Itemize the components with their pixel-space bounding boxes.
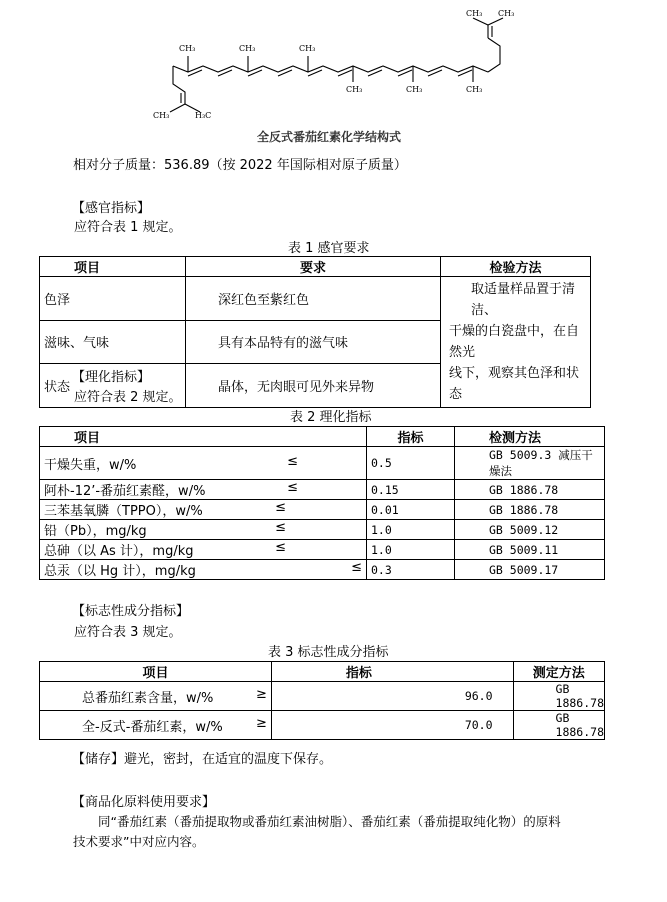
table2-title: 表 2 理化指标 (290, 410, 372, 425)
methyl-label: CH₃ (498, 9, 515, 18)
method-line: 线下，观察其色泽和状态 (449, 366, 580, 402)
row-operator: ≤ (287, 453, 298, 469)
row-value: 0.01 (367, 500, 455, 520)
row-operator: ≤ (275, 540, 286, 555)
row-operator: ≤ (275, 500, 286, 515)
row-item: 全-反式-番茄红素，w/% (82, 719, 223, 735)
row-operator: ≥ (255, 715, 267, 731)
storage-text: 【储存】避光，密封，在适宜的温度下保存。 (72, 752, 333, 767)
methyl-label: H₃C (195, 111, 212, 120)
sensory-heading: 【感官指标】 (72, 201, 151, 216)
row-item: 状态 (40, 364, 186, 408)
header-item: 项目 (40, 662, 272, 682)
commercial-heading: 【商品化原料使用要求】 (72, 795, 216, 810)
row-method: GB 5009.3 减压干燥法 (455, 447, 605, 480)
methyl-label: CH₃ (299, 44, 316, 53)
method-line: 取适量样品置于清洁、 (471, 282, 576, 318)
row-operator: ≥ (255, 686, 267, 702)
row-item: 阿朴-12’-番茄红素醛，w/% (44, 484, 206, 499)
row-method: GB 1886.78 (455, 480, 605, 500)
table-header-row (40, 257, 591, 277)
structure-caption: 全反式番茄红素化学结构式 (257, 130, 402, 144)
row-operator: ≤ (351, 560, 362, 575)
header-value: 指标 (367, 427, 455, 447)
table1-title: 表 1 感官要求 (288, 241, 370, 256)
table-header-row (40, 427, 605, 447)
methyl-label: CH₃ (239, 44, 256, 53)
row-method: GB 1886.78 (513, 682, 604, 711)
methyl-label: CH₃ (346, 85, 363, 94)
row-item: 色泽 (40, 277, 186, 321)
physchem-note: 应符合表 2 规定。 (74, 390, 182, 405)
physchem-heading: 【理化指标】 (72, 370, 151, 385)
methyl-label: CH₃ (179, 44, 196, 53)
row-method: GB 1886.78 (455, 500, 605, 520)
methyl-label: CH₃ (466, 9, 483, 18)
table-row (40, 447, 605, 480)
row-value: 1.0 (367, 520, 455, 540)
table-row (40, 480, 605, 500)
header-item: 项目 (40, 427, 367, 447)
table-row (40, 520, 605, 540)
table-row (40, 682, 605, 711)
row-requirement: 具有本品特有的滋气味 (186, 320, 441, 364)
row-requirement: 深红色至紫红色 (186, 277, 441, 321)
row-operator: ≤ (275, 520, 286, 535)
signature-table (39, 661, 605, 740)
header-requirement: 要求 (186, 257, 441, 277)
row-method: GB 5009.17 (455, 560, 605, 580)
methyl-label: CH₃ (406, 85, 423, 94)
row-operator: ≤ (287, 480, 298, 495)
row-item: 滋味、气味 (40, 320, 186, 364)
lycopene-structure-diagram (148, 6, 528, 124)
commercial-line1: 同“番茄红素（番茄提取物或番茄红素油树脂）、番茄红素（番茄提取纯化物）的原料 (98, 814, 561, 829)
physchem-table (39, 426, 605, 580)
row-item: 总砷（以 As 计），mg/kg (44, 544, 194, 559)
row-value: 0.15 (367, 480, 455, 500)
header-method: 检验方法 (441, 257, 591, 277)
row-value: 0.3 (367, 560, 455, 580)
sensory-note: 应符合表 1 规定。 (74, 220, 182, 235)
row-value: 1.0 (367, 540, 455, 560)
row-item: 总番茄红素含量，w/% (82, 690, 214, 706)
header-value: 指标 (271, 662, 513, 682)
signature-note: 应符合表 3 规定。 (74, 625, 182, 640)
row-item: 干燥失重，w/% (44, 457, 137, 473)
method-line: 干燥的白瓷盘中，在自然光 (449, 324, 580, 360)
row-method: GB 5009.12 (455, 520, 605, 540)
signature-heading: 【标志性成分指标】 (72, 604, 190, 619)
methyl-label: CH₃ (153, 111, 170, 120)
row-item: 三苯基氧膦（TPPO），w/% (44, 504, 203, 519)
table-row (40, 277, 591, 321)
header-method: 检测方法 (455, 427, 605, 447)
row-value: 96.0 (271, 682, 513, 711)
row-method: GB 5009.11 (455, 540, 605, 560)
commercial-line2: 技术要求”中对应内容。 (73, 834, 205, 849)
row-method: GB 1886.78 (513, 711, 604, 740)
table-row (40, 540, 605, 560)
row-item: 铅（Pb），mg/kg (44, 524, 147, 539)
row-requirement: 晶体，无肉眼可见外来异物 (186, 364, 441, 408)
table-row (40, 560, 605, 580)
table-row (40, 500, 605, 520)
table-header-row (40, 662, 605, 682)
method-cell (441, 277, 591, 408)
row-item: 总汞（以 Hg 计），mg/kg (44, 564, 196, 579)
row-value: 0.5 (367, 447, 455, 480)
header-item: 项目 (40, 257, 186, 277)
molecular-mass: 相对分子质量：536.89（按 2022 年国际相对原子质量） (73, 158, 407, 173)
header-method: 测定方法 (513, 662, 604, 682)
table-row (40, 711, 605, 740)
row-value: 70.0 (271, 711, 513, 740)
methyl-label: CH₃ (466, 85, 483, 94)
table3-title: 表 3 标志性成分指标 (268, 645, 389, 660)
